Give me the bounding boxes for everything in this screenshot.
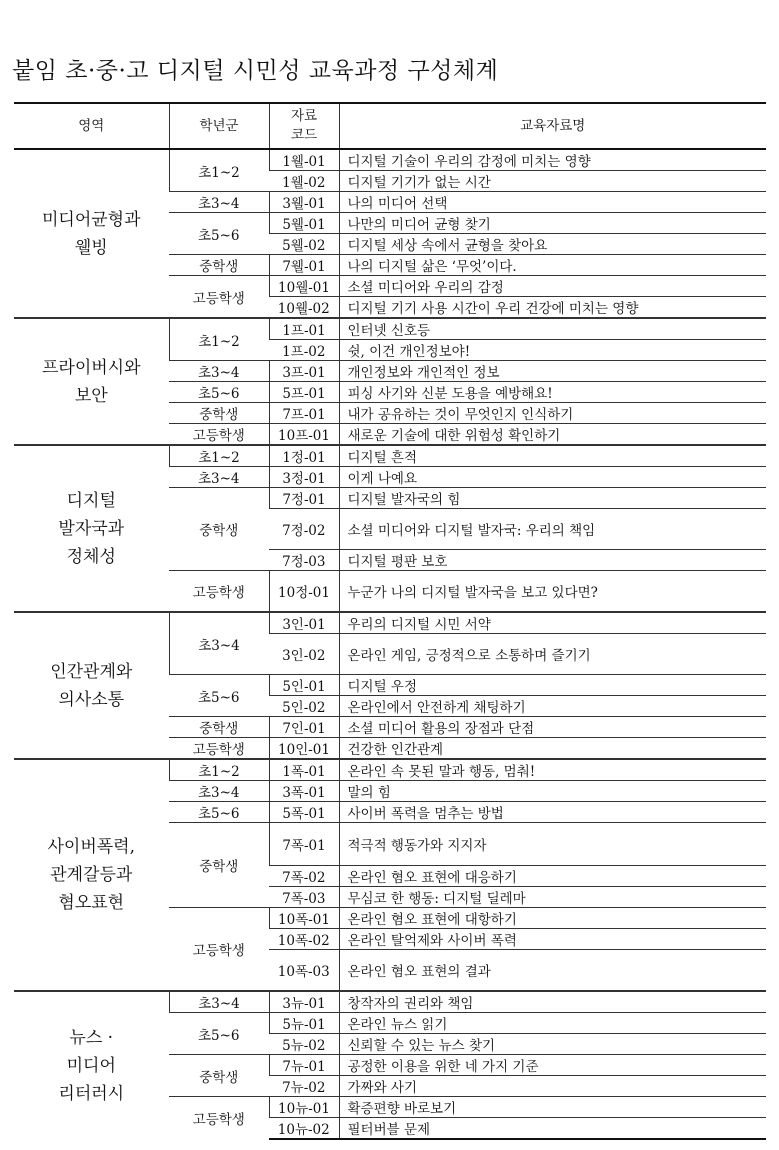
code-cell: 7뉴-02 xyxy=(269,1076,339,1097)
table-row xyxy=(14,759,766,781)
code-cell: 5인-01 xyxy=(269,675,339,696)
code-cell: 7폭-01 xyxy=(269,823,339,866)
code-cell: 3웰-01 xyxy=(269,192,339,213)
grade-cell: 중학생 xyxy=(169,717,269,738)
name-cell: 나만의 미디어 균형 찾기 xyxy=(339,213,766,234)
header-code-line2: 코드 xyxy=(290,127,318,143)
area-line: 뉴스 · xyxy=(69,1027,114,1048)
name-cell: 온라인 게임, 긍정적으로 소통하며 즐기기 xyxy=(339,634,766,675)
table-row xyxy=(14,991,766,1013)
grade-cell: 초5~6 xyxy=(169,675,269,717)
code-cell: 3인-01 xyxy=(269,612,339,634)
code-cell: 10뉴-02 xyxy=(269,1118,339,1140)
code-cell: 3인-02 xyxy=(269,634,339,675)
area-cell xyxy=(14,318,169,445)
header-name: 교육자료명 xyxy=(339,103,766,149)
code-cell: 7폭-02 xyxy=(269,866,339,887)
area-cell xyxy=(14,149,169,318)
grade-cell: 중학생 xyxy=(169,1055,269,1097)
header-code xyxy=(269,103,339,149)
code-cell: 5뉴-01 xyxy=(269,1013,339,1034)
name-cell: 쉿, 이건 개인정보야! xyxy=(339,340,766,361)
name-cell: 나의 디지털 삶은 ‘무엇’이다. xyxy=(339,255,766,276)
name-cell: 디지털 우정 xyxy=(339,675,766,696)
code-cell: 7정-02 xyxy=(269,509,339,550)
area-line: 정체성 xyxy=(66,546,116,567)
name-cell: 피싱 사기와 신분 도용을 예방해요! xyxy=(339,382,766,403)
name-cell: 창작자의 권리와 책임 xyxy=(339,991,766,1013)
grade-cell: 초1~2 xyxy=(169,149,269,192)
grade-cell: 초5~6 xyxy=(169,213,269,255)
code-cell: 7정-03 xyxy=(269,550,339,571)
name-cell: 내가 공유하는 것이 무엇인지 인식하기 xyxy=(339,403,766,424)
code-cell: 10인-01 xyxy=(269,738,339,760)
grade-cell: 초3~4 xyxy=(169,991,269,1013)
name-cell: 소셜 미디어와 디지털 발자국: 우리의 책임 xyxy=(339,509,766,550)
name-cell: 온라인 탈억제와 사이버 폭력 xyxy=(339,929,766,950)
area-line: 리터러시 xyxy=(58,1083,125,1104)
area-cell xyxy=(14,445,169,612)
code-cell: 3프-01 xyxy=(269,361,339,382)
name-cell: 소셜 미디어와 우리의 감정 xyxy=(339,276,766,297)
code-cell: 10뉴-01 xyxy=(269,1097,339,1118)
area-line: 의사소통 xyxy=(58,689,125,710)
grade-cell: 중학생 xyxy=(169,488,269,571)
code-cell: 5폭-01 xyxy=(269,802,339,823)
code-cell: 10폭-01 xyxy=(269,908,339,929)
grade-cell: 고등학생 xyxy=(169,571,269,613)
grade-cell: 초5~6 xyxy=(169,802,269,823)
code-cell: 1정-01 xyxy=(269,445,339,467)
name-cell: 온라인 혐오 표현의 결과 xyxy=(339,950,766,992)
name-cell: 새로운 기술에 대한 위험성 확인하기 xyxy=(339,424,766,446)
code-cell: 1프-02 xyxy=(269,340,339,361)
code-cell: 10정-01 xyxy=(269,571,339,613)
code-cell: 10프-01 xyxy=(269,424,339,446)
code-cell: 5인-02 xyxy=(269,696,339,717)
grade-cell: 중학생 xyxy=(169,403,269,424)
area-cell xyxy=(14,612,169,759)
grade-cell: 초5~6 xyxy=(169,1013,269,1055)
name-cell: 공정한 이용을 위한 네 가지 기준 xyxy=(339,1055,766,1076)
name-cell: 온라인 혐오 표현에 대항하기 xyxy=(339,908,766,929)
name-cell: 사이버 폭력을 멈추는 방법 xyxy=(339,802,766,823)
grade-cell: 초1~2 xyxy=(169,318,269,361)
area-line: 관계갈등과 xyxy=(50,865,133,885)
name-cell: 누군가 나의 디지털 발자국을 보고 있다면? xyxy=(339,571,766,613)
code-cell: 7뉴-01 xyxy=(269,1055,339,1076)
area-cell xyxy=(14,759,169,991)
code-cell: 7인-01 xyxy=(269,717,339,738)
grade-cell: 고등학생 xyxy=(169,908,269,992)
grade-cell: 초3~4 xyxy=(169,467,269,488)
grade-cell: 초5~6 xyxy=(169,382,269,403)
area-line: 웰빙 xyxy=(74,237,108,258)
code-cell: 7프-01 xyxy=(269,403,339,424)
grade-cell: 고등학생 xyxy=(169,424,269,446)
name-cell: 확증편향 바로보기 xyxy=(339,1097,766,1118)
grade-cell: 초3~4 xyxy=(169,612,269,675)
header-code-line1: 자료 xyxy=(290,108,318,124)
name-cell: 온라인 속 못된 말과 행동, 멈춰! xyxy=(339,759,766,781)
name-cell: 말의 힘 xyxy=(339,781,766,802)
name-cell: 디지털 평판 보호 xyxy=(339,550,766,571)
name-cell: 무심코 한 행동: 디지털 딜레마 xyxy=(339,887,766,908)
grade-cell: 고등학생 xyxy=(169,1097,269,1140)
name-cell: 온라인 혐오 표현에 대응하기 xyxy=(339,866,766,887)
code-cell: 1폭-01 xyxy=(269,759,339,781)
area-line: 미디어균형과 xyxy=(41,209,141,230)
name-cell: 적극적 행동가와 지지자 xyxy=(339,823,766,866)
code-cell: 1웰-01 xyxy=(269,149,339,171)
name-cell: 디지털 세상 속에서 균형을 찾아요 xyxy=(339,234,766,255)
name-cell: 디지털 발자국의 힘 xyxy=(339,488,766,509)
table-row xyxy=(14,149,766,171)
code-cell: 5프-01 xyxy=(269,382,339,403)
grade-cell: 초3~4 xyxy=(169,192,269,213)
name-cell: 소셜 미디어 활용의 장점과 단점 xyxy=(339,717,766,738)
code-cell: 5웰-02 xyxy=(269,234,339,255)
area-line: 디지털 xyxy=(66,490,116,511)
code-cell: 3정-01 xyxy=(269,467,339,488)
name-cell: 나의 미디어 선택 xyxy=(339,192,766,213)
name-cell: 디지털 기기가 없는 시간 xyxy=(339,171,766,192)
grade-cell: 중학생 xyxy=(169,823,269,908)
name-cell: 우리의 디지털 시민 서약 xyxy=(339,612,766,634)
code-cell: 3뉴-01 xyxy=(269,991,339,1013)
name-cell: 이게 나예요 xyxy=(339,467,766,488)
curriculum-table xyxy=(14,102,766,1140)
grade-cell: 중학생 xyxy=(169,255,269,276)
grade-cell: 초1~2 xyxy=(169,759,269,781)
name-cell: 신뢰할 수 있는 뉴스 찾기 xyxy=(339,1034,766,1055)
code-cell: 7정-01 xyxy=(269,488,339,509)
name-cell: 온라인에서 안전하게 채팅하기 xyxy=(339,696,766,717)
area-cell xyxy=(14,991,169,1139)
name-cell: 디지털 기술이 우리의 감정에 미치는 영향 xyxy=(339,149,766,171)
area-line: 사이버폭력, xyxy=(47,837,135,857)
code-cell: 10폭-02 xyxy=(269,929,339,950)
name-cell: 온라인 뉴스 읽기 xyxy=(339,1013,766,1034)
code-cell: 10웰-02 xyxy=(269,297,339,319)
area-line: 발자국과 xyxy=(58,518,125,539)
name-cell: 가짜와 사기 xyxy=(339,1076,766,1097)
name-cell: 개인정보와 개인적인 정보 xyxy=(339,361,766,382)
grade-cell: 고등학생 xyxy=(169,276,269,319)
grade-cell: 고등학생 xyxy=(169,738,269,760)
code-cell: 7폭-03 xyxy=(269,887,339,908)
header-area: 영역 xyxy=(14,103,169,149)
name-cell: 디지털 흔적 xyxy=(339,445,766,467)
table-row xyxy=(14,612,766,634)
code-cell: 10웰-01 xyxy=(269,276,339,297)
name-cell: 디지털 기기 사용 시간이 우리 건강에 미치는 영향 xyxy=(339,297,766,319)
name-cell: 인터넷 신호등 xyxy=(339,318,766,340)
code-cell: 10폭-03 xyxy=(269,950,339,992)
header-grade: 학년군 xyxy=(169,103,269,149)
code-cell: 1웰-02 xyxy=(269,171,339,192)
grade-cell: 초1~2 xyxy=(169,445,269,467)
code-cell: 5뉴-02 xyxy=(269,1034,339,1055)
table-row xyxy=(14,445,766,467)
code-cell: 3폭-01 xyxy=(269,781,339,802)
grade-cell: 초3~4 xyxy=(169,781,269,802)
area-line: 보안 xyxy=(74,385,108,406)
grade-cell: 초3~4 xyxy=(169,361,269,382)
name-cell: 건강한 인간관계 xyxy=(339,738,766,760)
document-title: 붙임 초·중·고 디지털 시민성 교육과정 구성체계 xyxy=(12,58,499,84)
area-line: 인간관계와 xyxy=(50,661,133,682)
table-header-row xyxy=(14,103,766,149)
code-cell: 1프-01 xyxy=(269,318,339,340)
table-row xyxy=(14,318,766,340)
code-cell: 5웰-01 xyxy=(269,213,339,234)
name-cell: 필터버블 문제 xyxy=(339,1118,766,1140)
area-line: 혐오표현 xyxy=(58,893,125,913)
code-cell: 7웰-01 xyxy=(269,255,339,276)
area-line: 미디어 xyxy=(66,1055,116,1076)
area-line: 프라이버시와 xyxy=(41,357,141,378)
